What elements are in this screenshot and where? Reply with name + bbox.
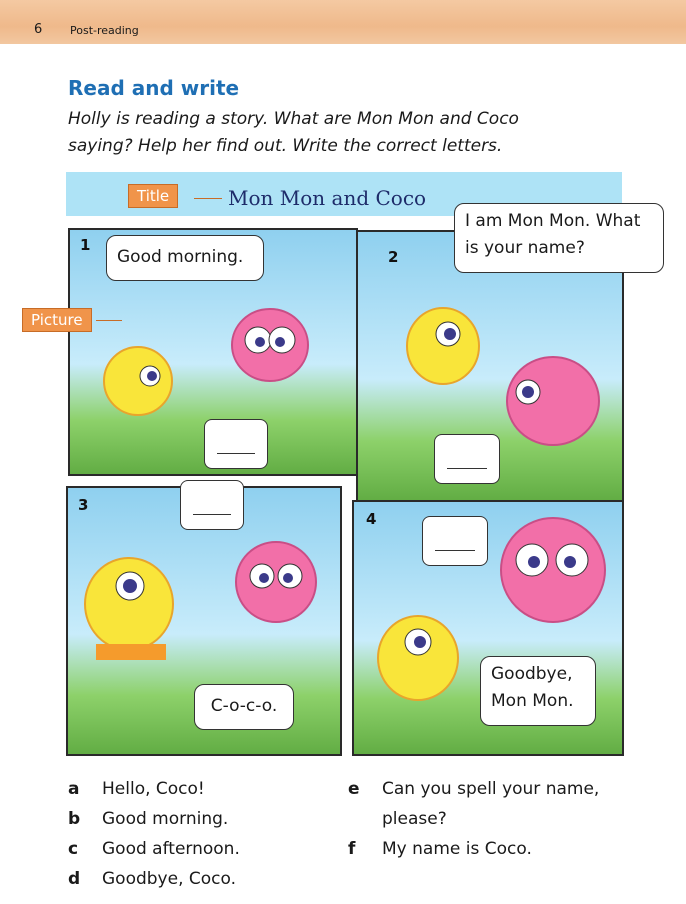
- speech-bubble: C-o-c-o.: [194, 684, 294, 730]
- answer-options-right: [348, 774, 638, 864]
- mon-mon-character: [220, 300, 320, 400]
- coco-character: [398, 298, 488, 398]
- mon-mon-character: [488, 508, 618, 638]
- picture-pointer-line: [96, 320, 122, 321]
- panel-number: 3: [78, 496, 89, 514]
- page-number: 6: [34, 22, 43, 37]
- answer-option: e Can you spell your name, please?: [348, 779, 600, 829]
- speech-bubble: I am Mon Mon. What is your name?: [454, 203, 664, 273]
- exercise-title: Read and write: [68, 76, 240, 100]
- answer-blank[interactable]: [422, 516, 488, 566]
- answer-option: b Good morning.: [68, 809, 229, 829]
- title-tag: Title: [128, 184, 178, 208]
- answer-option: d Goodbye, Coco.: [68, 869, 237, 889]
- speech-bubble: Goodbye, Mon Mon.: [480, 656, 596, 726]
- coco-character: [368, 606, 468, 716]
- answer-blank[interactable]: [434, 434, 500, 484]
- panel-number: 2: [388, 248, 399, 266]
- section-label: Post-reading: [70, 24, 139, 37]
- answer-blank[interactable]: [180, 480, 244, 530]
- title-pointer-line: [194, 198, 222, 199]
- story-title: Mon Mon and Coco: [228, 186, 427, 210]
- mon-mon-character: [226, 530, 326, 640]
- story-scene: [66, 172, 641, 756]
- panel-number: 1: [80, 236, 91, 254]
- coco-character: [74, 546, 184, 666]
- mon-mon-character: [498, 346, 608, 456]
- coco-character: [98, 336, 178, 426]
- answer-option: f My name is Coco.: [348, 839, 532, 859]
- exercise-instructions: Holly is reading a story. What are Mon Mon and Coco saying? Help her find out. Write the correct letters.: [68, 109, 519, 156]
- answer-blank[interactable]: [204, 419, 268, 469]
- panel-number: 4: [366, 510, 377, 528]
- answer-option: a Hello, Coco!: [68, 779, 205, 799]
- answer-options-left: [68, 774, 328, 894]
- page-header: [0, 0, 686, 44]
- answer-option: c Good afternoon.: [68, 839, 240, 859]
- speech-bubble: Good morning.: [106, 235, 264, 281]
- picture-tag: Picture: [22, 308, 92, 332]
